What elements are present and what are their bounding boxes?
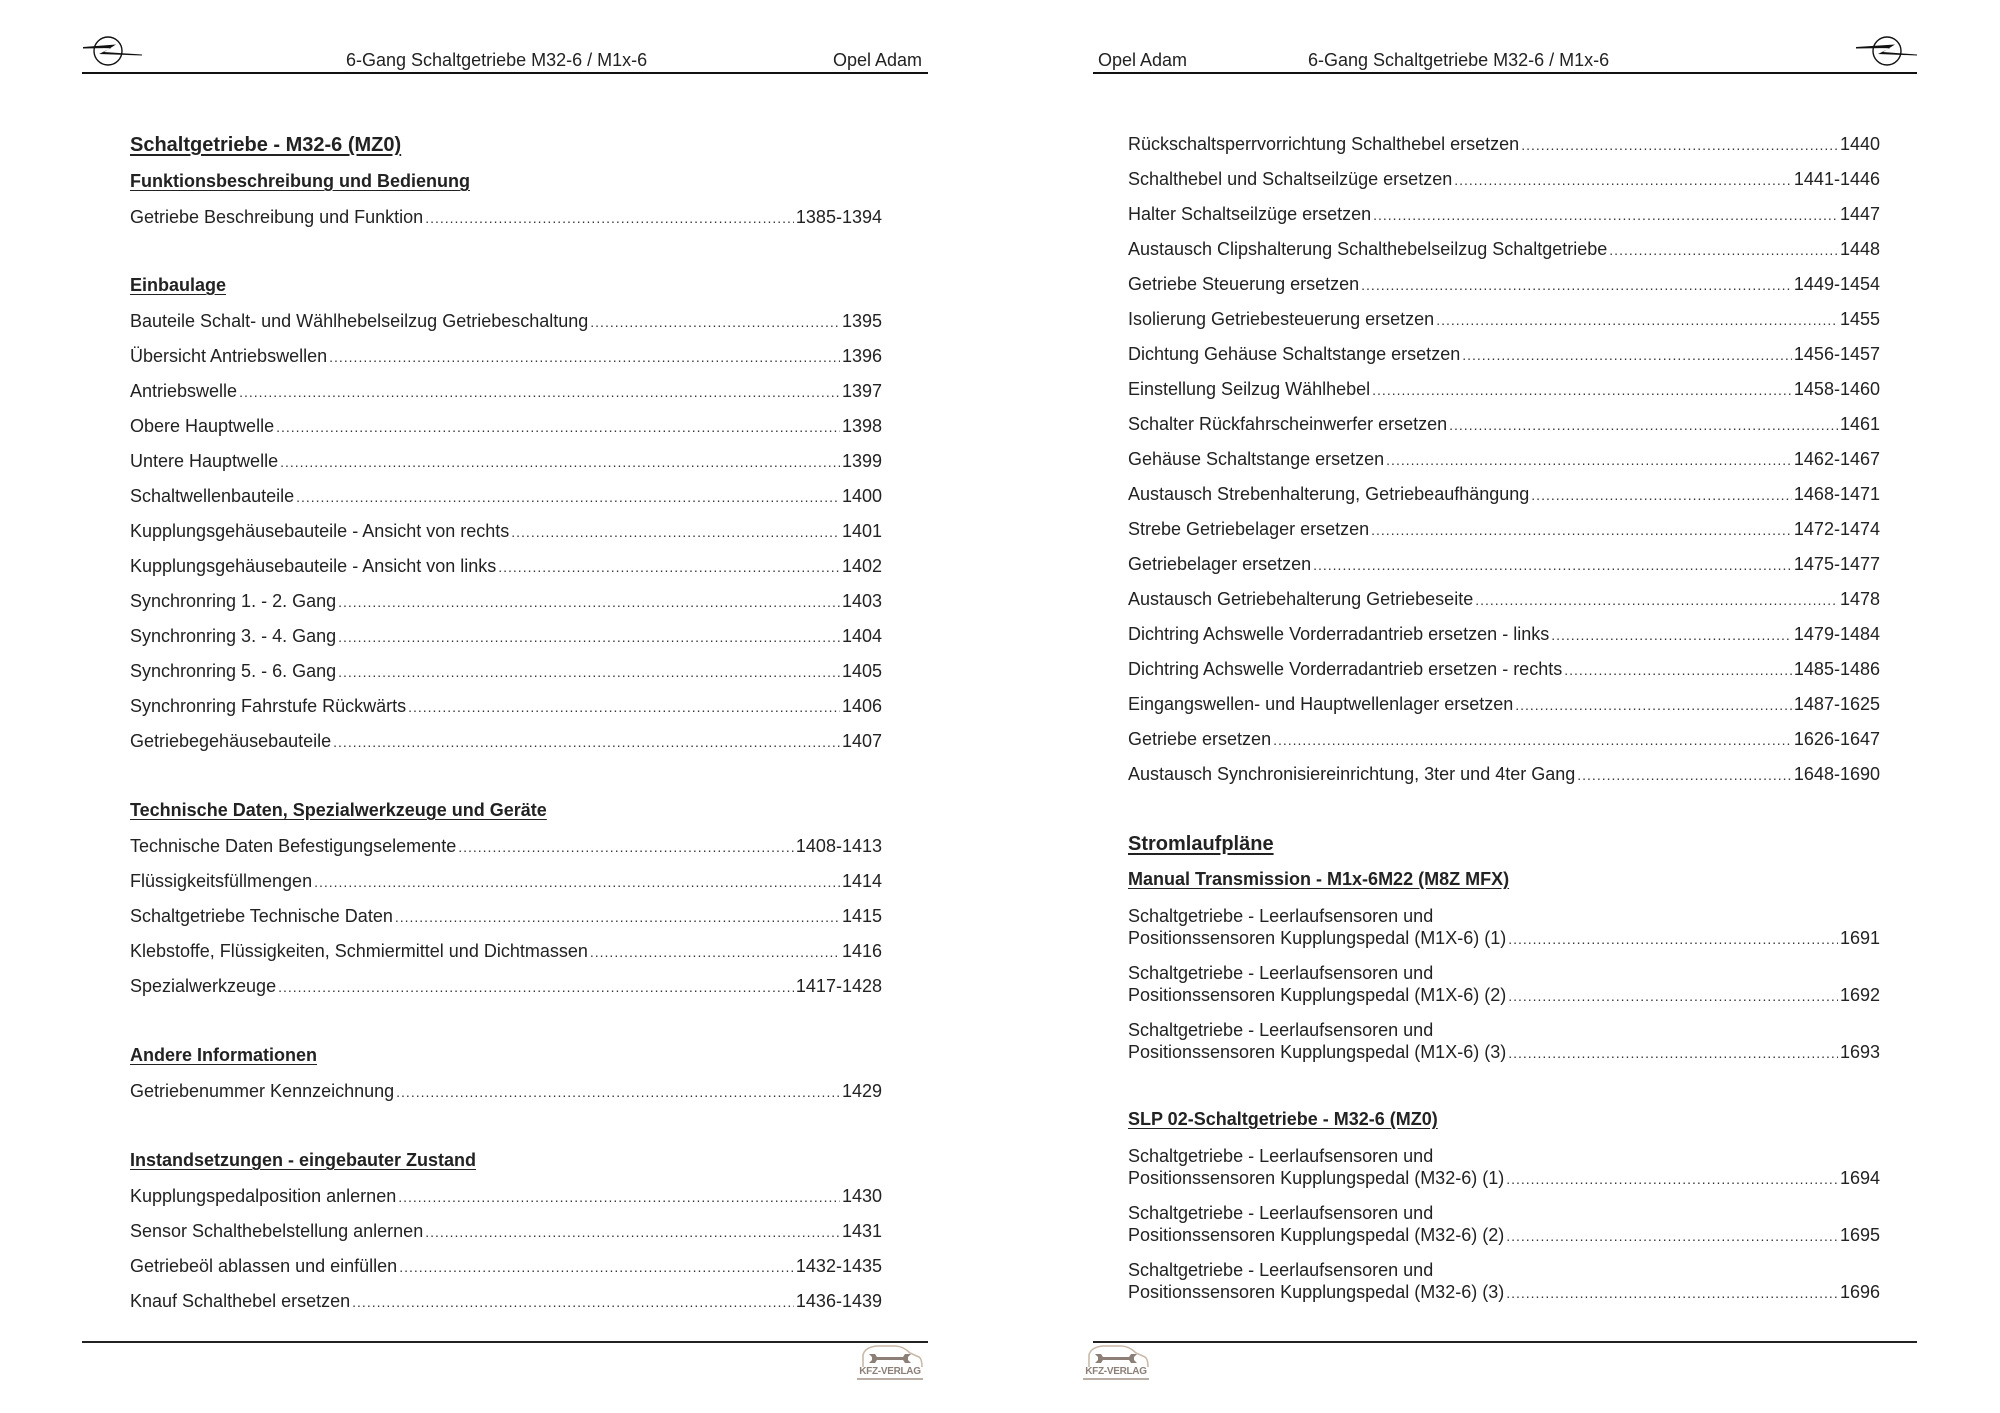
dot-leader <box>1361 274 1792 296</box>
dot-leader <box>398 1186 840 1208</box>
dot-leader <box>1436 309 1838 331</box>
kfz-verlag-logo-icon: KFZ-VERLAG <box>1081 1343 1151 1385</box>
page-number: 1479-1484 <box>1793 624 1880 644</box>
page-number: 1696 <box>1839 1282 1880 1302</box>
header-rule <box>1093 72 1917 74</box>
section-heading: SLP 02-Schaltgetriebe - M32-6 (MZ0) <box>1128 1109 1438 1129</box>
toc-entry[interactable]: Einstellung Seilzug Wählhebel ..... 1458-1460 <box>1128 378 1880 401</box>
dot-leader <box>1564 659 1792 681</box>
page-number: 1407 <box>841 731 882 751</box>
toc-entry[interactable]: Schaltgetriebe - Leerlaufsensoren und Positionssensoren Kupplungspedal (M1X-6) (3) ..... 1693 <box>1128 1019 1880 1064</box>
page-number: 1417-1428 <box>795 976 882 996</box>
toc-entry[interactable]: Übersicht Antriebswellen ..... 1396 <box>130 345 882 368</box>
dot-leader <box>1386 449 1792 471</box>
toc-entry[interactable]: Austausch Synchronisiereinrichtung, 3ter und 4ter Gang ..... 1648-1690 <box>1128 763 1880 786</box>
dot-leader <box>1475 589 1838 611</box>
kfz-verlag-logo-icon: KFZ-VERLAG <box>855 1343 925 1385</box>
toc-entry[interactable]: Kupplungspedalposition anlernen ..... 1430 <box>130 1185 882 1208</box>
toc-entry[interactable]: Obere Hauptwelle ..... 1398 <box>130 415 882 438</box>
toc-entry[interactable]: Klebstoffe, Flüssigkeiten, Schmiermittel und Dichtmassen ..... 1416 <box>130 940 882 963</box>
page-number: 1694 <box>1839 1168 1880 1188</box>
page-number: 1408-1413 <box>795 836 882 856</box>
toc-entry[interactable]: Flüssigkeitsfüllmengen ..... 1414 <box>130 870 882 893</box>
page-number: 1404 <box>841 626 882 646</box>
dot-leader <box>338 661 840 683</box>
dot-leader <box>399 1256 794 1278</box>
page-number: 1397 <box>841 381 882 401</box>
toc-entry[interactable]: Rückschaltsperrvorrichtung Schalthebel ersetzen ..... 1440 <box>1128 133 1880 156</box>
dot-leader <box>333 731 840 753</box>
main-heading: Stromlaufpläne <box>1128 833 1274 855</box>
page-number: 1396 <box>841 346 882 366</box>
page-number: 1449-1454 <box>1793 274 1880 294</box>
toc-entry[interactable]: Technische Daten Befestigungselemente ..... 1408-1413 <box>130 835 882 858</box>
page-number: 1468-1471 <box>1793 484 1880 504</box>
page-number: 1475-1477 <box>1793 554 1880 574</box>
dot-leader <box>1373 204 1838 226</box>
toc-entry[interactable]: Schaltgetriebe - Leerlaufsensoren und Positionssensoren Kupplungspedal (M32-6) (3) ..... 1696 <box>1128 1259 1880 1304</box>
dot-leader <box>329 346 840 368</box>
dot-leader <box>395 906 840 928</box>
dot-leader <box>1577 764 1792 786</box>
section-heading: Andere Informationen <box>130 1045 318 1065</box>
page-number: 1455 <box>1839 309 1880 329</box>
section-heading: Einbaulage <box>130 275 227 295</box>
page-number: 1402 <box>841 556 882 576</box>
page-number: 1416 <box>841 941 882 961</box>
toc-entry[interactable]: Getriebe ersetzen ..... 1626-1647 <box>1128 728 1880 751</box>
header-title: 6-Gang Schaltgetriebe M32-6 / M1x-6 <box>1308 50 1610 70</box>
dot-leader <box>1273 729 1792 751</box>
page-number: 1441-1446 <box>1793 169 1880 189</box>
dot-leader <box>458 836 794 858</box>
right-page <box>1000 0 2000 1413</box>
section-heading: Technische Daten, Spezialwerkzeuge und Geräte <box>130 800 547 820</box>
dot-leader <box>396 1081 840 1103</box>
toc-entry[interactable]: Knauf Schalthebel ersetzen ..... 1436-1439 <box>130 1290 882 1313</box>
page-number: 1406 <box>841 696 882 716</box>
section-heading: Instandsetzungen - eingebauter Zustand <box>130 1150 477 1170</box>
toc-entry[interactable]: Antriebswelle ..... 1397 <box>130 380 882 403</box>
toc-entry[interactable]: Kupplungsgehäusebauteile - Ansicht von rechts ..... 1401 <box>130 520 882 543</box>
opel-logo-icon <box>1855 32 1919 70</box>
page-number: 1461 <box>1839 414 1880 434</box>
toc-entry[interactable]: Synchronring 5. - 6. Gang ..... 1405 <box>130 660 882 683</box>
toc-entry[interactable]: Getriebe Beschreibung und Funktion ..... 1385-1394 <box>130 206 882 229</box>
page-number: 1478 <box>1839 589 1880 609</box>
page-number: 1456-1457 <box>1793 344 1880 364</box>
toc-entry[interactable]: Untere Hauptwelle ..... 1399 <box>130 450 882 473</box>
page-number: 1440 <box>1839 134 1880 154</box>
toc-entry[interactable]: Getriebelager ersetzen ..... 1475-1477 <box>1128 553 1880 576</box>
toc-entry[interactable]: Schaltgetriebe Technische Daten ..... 1415 <box>130 905 882 928</box>
dot-leader <box>1515 694 1792 716</box>
toc-entry[interactable]: Synchronring 3. - 4. Gang ..... 1404 <box>130 625 882 648</box>
page-number: 1415 <box>841 906 882 926</box>
dot-leader <box>278 976 794 998</box>
page-number: 1414 <box>841 871 882 891</box>
page-number: 1448 <box>1839 239 1880 259</box>
dot-leader <box>296 486 840 508</box>
section-heading: Funktionsbeschreibung und Bedienung <box>130 171 470 191</box>
dot-leader <box>1454 169 1792 191</box>
toc-entry[interactable]: Getriebegehäusebauteile ..... 1407 <box>130 730 882 753</box>
dot-leader <box>338 626 840 648</box>
dot-leader <box>276 416 840 438</box>
page-number: 1403 <box>841 591 882 611</box>
dot-leader <box>338 591 840 613</box>
toc-entry[interactable]: Schaltgetriebe - Leerlaufsensoren und Positionssensoren Kupplungspedal (M32-6) (2) ..... 1695 <box>1128 1202 1880 1247</box>
dot-leader <box>1531 484 1792 506</box>
page-number: 1429 <box>841 1081 882 1101</box>
section-heading: Manual Transmission - M1x-6M22 (M8Z MFX) <box>1128 869 1510 889</box>
toc-entry[interactable]: Schaltgetriebe - Leerlaufsensoren und Positionssensoren Kupplungspedal (M1X-6) (1) ..... 1691 <box>1128 905 1880 950</box>
toc-entry[interactable]: Bauteile Schalt- und Wählhebelseilzug Getriebeschaltung ..... 1395 <box>130 310 882 333</box>
toc-entry[interactable]: Getriebeöl ablassen und einfüllen ..... 1432-1435 <box>130 1255 882 1278</box>
opel-logo-icon <box>80 32 144 70</box>
page-number: 1692 <box>1839 985 1880 1005</box>
toc-entry[interactable]: Dichtring Achswelle Vorderradantrieb ersetzen - links ..... 1479-1484 <box>1128 623 1880 646</box>
toc-entry[interactable]: Getriebe Steuerung ersetzen ..... 1449-1454 <box>1128 273 1880 296</box>
dot-leader <box>1313 554 1792 576</box>
page-number: 1648-1690 <box>1793 764 1880 784</box>
toc-entry[interactable]: Isolierung Getriebesteuerung ersetzen ..... 1455 <box>1128 308 1880 331</box>
toc-entry[interactable]: Schaltgetriebe - Leerlaufsensoren und Positionssensoren Kupplungspedal (M1X-6) (2) ..... 1692 <box>1128 962 1880 1007</box>
page-number: 1691 <box>1839 928 1880 948</box>
page-number: 1405 <box>841 661 882 681</box>
toc-entry[interactable]: Schaltwellenbauteile ..... 1400 <box>130 485 882 508</box>
toc-entry[interactable]: Austausch Clipshalterung Schalthebelseilzug Schaltgetriebe ..... 1448 <box>1128 238 1880 261</box>
dot-leader <box>1371 519 1792 541</box>
page-number: 1693 <box>1839 1042 1880 1062</box>
page-number: 1487-1625 <box>1793 694 1880 714</box>
page-number: 1399 <box>841 451 882 471</box>
dot-leader <box>425 1221 840 1243</box>
dot-leader <box>1609 239 1838 261</box>
toc-entry[interactable]: Schalter Rückfahrscheinwerfer ersetzen ..... 1461 <box>1128 413 1880 436</box>
toc-entry[interactable]: Spezialwerkzeuge ..... 1417-1428 <box>130 975 882 998</box>
dot-leader <box>1506 1225 1838 1247</box>
dot-leader <box>1506 1168 1838 1190</box>
footer-rule <box>82 1341 928 1343</box>
toc-entry[interactable]: Synchronring Fahrstufe Rückwärts ..... 1406 <box>130 695 882 718</box>
toc-entry[interactable]: Dichtring Achswelle Vorderradantrieb ersetzen - rechts ..... 1485-1486 <box>1128 658 1880 681</box>
page-number: 1401 <box>841 521 882 541</box>
page-number: 1432-1435 <box>795 1256 882 1276</box>
dot-leader <box>498 556 840 578</box>
main-heading: Schaltgetriebe - M32-6 (MZ0) <box>130 134 402 156</box>
dot-leader <box>1508 928 1838 950</box>
page-number: 1695 <box>1839 1225 1880 1245</box>
dot-leader <box>511 521 840 543</box>
toc-entry[interactable]: Austausch Strebenhalterung, Getriebeaufhängung ..... 1468-1471 <box>1128 483 1880 506</box>
footer-rule <box>1093 1341 1917 1343</box>
page-number: 1385-1394 <box>795 207 882 227</box>
toc-entry[interactable]: Schalthebel und Schaltseilzüge ersetzen ..... 1441-1446 <box>1128 168 1880 191</box>
page-number: 1626-1647 <box>1793 729 1880 749</box>
dot-leader <box>239 381 840 403</box>
page-number: 1472-1474 <box>1793 519 1880 539</box>
page-number: 1447 <box>1839 204 1880 224</box>
toc-entry[interactable]: Halter Schaltseilzüge ersetzen ..... 1447 <box>1128 203 1880 226</box>
toc-entry[interactable]: Kupplungsgehäusebauteile - Ansicht von links ..... 1402 <box>130 555 882 578</box>
dot-leader <box>1449 414 1838 436</box>
toc-entry[interactable]: Austausch Getriebehalterung Getriebeseite ..... 1478 <box>1128 588 1880 611</box>
toc-entry[interactable]: Strebe Getriebelager ersetzen ..... 1472-1474 <box>1128 518 1880 541</box>
toc-entry[interactable]: Dichtung Gehäuse Schaltstange ersetzen ..... 1456-1457 <box>1128 343 1880 366</box>
header-model: Opel Adam <box>1098 50 1188 70</box>
toc-entry[interactable]: Getriebenummer Kennzeichnung ..... 1429 <box>130 1080 882 1103</box>
page-number: 1458-1460 <box>1793 379 1880 399</box>
page-number: 1398 <box>841 416 882 436</box>
dot-leader <box>352 1291 794 1313</box>
dot-leader <box>1508 1042 1838 1064</box>
page-number: 1400 <box>841 486 882 506</box>
page-number: 1436-1439 <box>795 1291 882 1311</box>
dot-leader <box>590 311 840 333</box>
dot-leader <box>314 871 840 893</box>
page-number: 1431 <box>841 1221 882 1241</box>
toc-entry[interactable]: Schaltgetriebe - Leerlaufsensoren und Positionssensoren Kupplungspedal (M32-6) (1) ..... 1694 <box>1128 1145 1880 1190</box>
dot-leader <box>1551 624 1792 646</box>
page-number: 1395 <box>841 311 882 331</box>
dot-leader <box>1508 985 1838 1007</box>
header-model: Opel Adam <box>833 50 923 70</box>
toc-entry[interactable]: Sensor Schalthebelstellung anlernen ..... 1431 <box>130 1220 882 1243</box>
dot-leader <box>425 207 794 229</box>
dot-leader <box>1372 379 1792 401</box>
header-rule <box>82 72 928 74</box>
dot-leader <box>1462 344 1792 366</box>
toc-entry[interactable]: Synchronring 1. - 2. Gang ..... 1403 <box>130 590 882 613</box>
dot-leader <box>590 941 840 963</box>
dot-leader <box>1521 134 1838 156</box>
page-number: 1430 <box>841 1186 882 1206</box>
dot-leader <box>1506 1282 1838 1304</box>
dot-leader <box>280 451 840 473</box>
page-number: 1485-1486 <box>1793 659 1880 679</box>
dot-leader <box>408 696 840 718</box>
toc-entry[interactable]: Eingangswellen- und Hauptwellenlager ersetzen ..... 1487-1625 <box>1128 693 1880 716</box>
header-title: 6-Gang Schaltgetriebe M32-6 / M1x-6 <box>346 50 648 70</box>
page-number: 1462-1467 <box>1793 449 1880 469</box>
toc-entry[interactable]: Gehäuse Schaltstange ersetzen ..... 1462-1467 <box>1128 448 1880 471</box>
